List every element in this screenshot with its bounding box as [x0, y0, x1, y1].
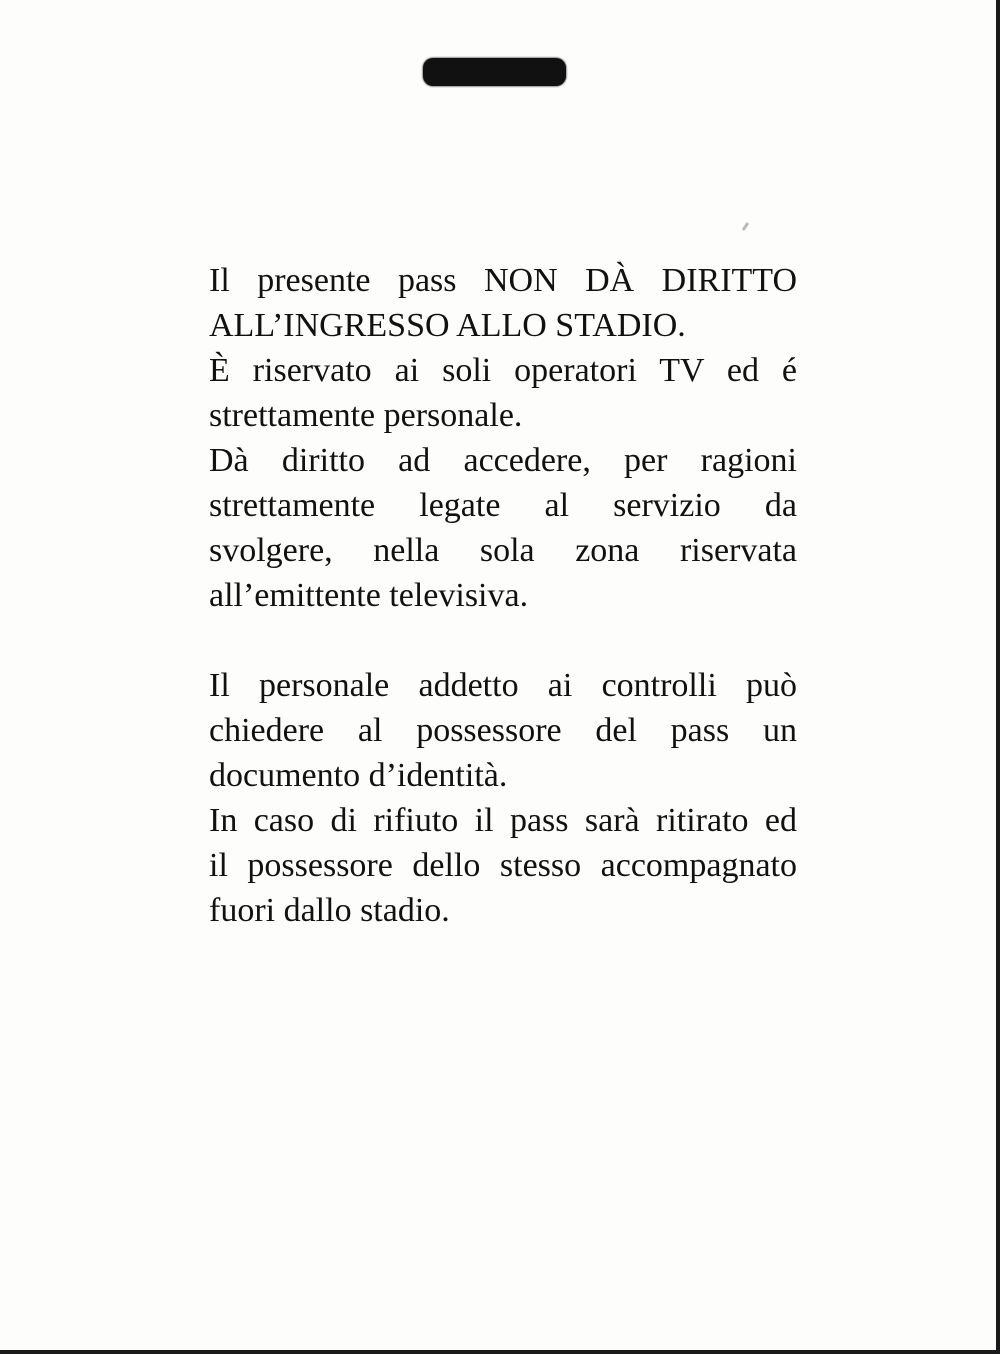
terms-line: In caso di rifiuto il pass sarà ritirato ed	[209, 802, 797, 839]
terms-line: È riservato ai soli operatori TV ed é	[209, 352, 797, 389]
terms-line: il possessore dello stesso accompagnato	[209, 847, 797, 884]
terms-line: Il presente pass NON DÀ DIRITTO	[209, 262, 797, 299]
terms-line: chiedere al possessore del pass un	[209, 712, 797, 749]
terms-line: fuori dallo stadio.	[209, 892, 450, 929]
pass-terms-text	[209, 258, 797, 933]
terms-line: documento d’identità.	[209, 757, 508, 794]
terms-line: strettamente personale.	[209, 397, 523, 434]
terms-line: all’emittente televisiva.	[209, 577, 529, 614]
paper-mark	[742, 222, 750, 231]
terms-line: ALL’INGRESSO ALLO STADIO.	[209, 307, 686, 344]
terms-line: Il personale addetto ai controlli può	[209, 667, 797, 704]
terms-line: Dà diritto ad accedere, per ragioni	[209, 442, 797, 479]
terms-line: strettamente legate al servizio da	[209, 487, 797, 524]
terms-line: svolgere, nella sola zona riservata	[209, 532, 797, 569]
paragraph-spacer	[209, 618, 797, 663]
lanyard-slot	[423, 58, 566, 86]
